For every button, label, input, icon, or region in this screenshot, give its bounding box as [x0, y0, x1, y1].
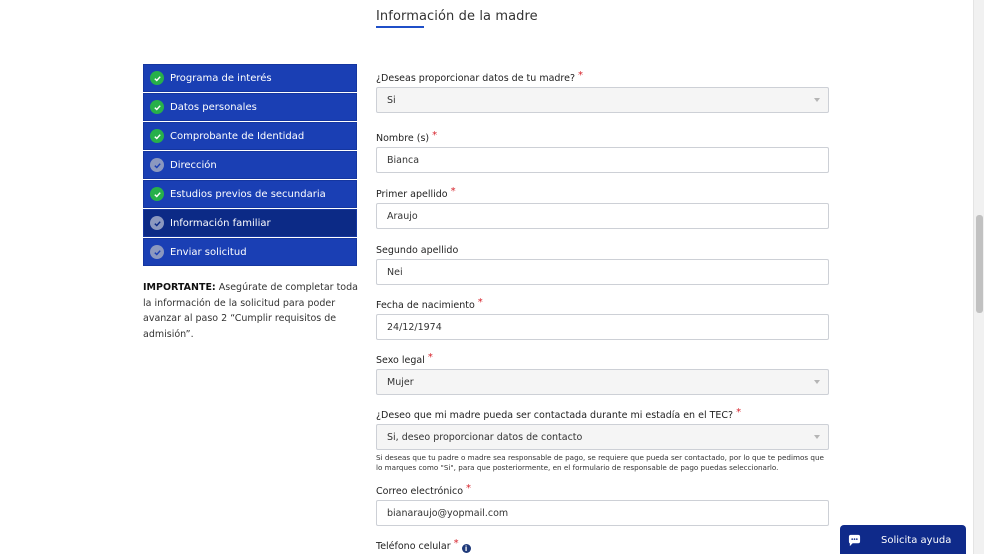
last-name1-input[interactable]: [376, 203, 829, 229]
step-label: Dirección: [170, 159, 217, 171]
important-label: IMPORTANTE:: [143, 282, 216, 293]
required-asterisk: *: [450, 186, 456, 197]
required-asterisk: *: [466, 483, 472, 494]
field-share-mother: [376, 70, 829, 113]
step-label: Enviar solicitud: [170, 246, 247, 258]
step-label: Datos personales: [170, 101, 257, 113]
step-informacion-familiar[interactable]: [143, 209, 357, 237]
check-circle-icon: [150, 71, 164, 85]
required-asterisk: *: [453, 538, 459, 549]
check-circle-pending-icon: [150, 245, 164, 259]
page-scrollbar[interactable]: [973, 0, 984, 554]
first-name-input[interactable]: [376, 147, 829, 173]
field-email: [376, 483, 829, 526]
required-asterisk: *: [477, 297, 483, 308]
birth-date-input[interactable]: [376, 314, 829, 340]
check-circle-pending-icon: [150, 158, 164, 172]
sex-select[interactable]: [376, 369, 829, 395]
chevron-down-icon: [814, 380, 820, 384]
step-programa-de-interes[interactable]: [143, 64, 357, 92]
email-value: bianaraujo@yopmail.com: [387, 507, 509, 519]
share-mother-label: ¿Deseas proporcionar datos de tu madre?: [376, 73, 576, 84]
step-direccion[interactable]: [143, 151, 357, 179]
contact-value: Si, deseo proporcionar datos de contacto: [387, 431, 583, 443]
step-label: Estudios previos de secundaria: [170, 188, 326, 200]
first-name-label: Nombre (s): [376, 133, 430, 144]
important-note: [143, 280, 359, 342]
check-circle-pending-icon: [150, 216, 164, 230]
check-circle-icon: [150, 100, 164, 114]
sex-label: Sexo legal: [376, 355, 425, 366]
contact-help-text: Si deseas que tu padre o madre sea responsable de pago, se requiere que pueda ser contactado, por lo que te pedimos que lo marques como "Si", para que posteriormente, en el formulario de responsable de pago puedas seleccionarlo.: [376, 453, 824, 472]
field-contact: [376, 407, 829, 473]
step-datos-personales[interactable]: [143, 93, 357, 121]
share-mother-value: Si: [387, 94, 396, 106]
field-last-name2: [376, 245, 829, 285]
last-name2-input[interactable]: [376, 259, 829, 285]
chat-icon: [848, 534, 861, 547]
last-name1-value: Araujo: [387, 210, 418, 222]
share-mother-select[interactable]: [376, 87, 829, 113]
step-comprobante-de-identidad[interactable]: [143, 122, 357, 150]
last-name1-label: Primer apellido: [376, 189, 448, 200]
scrollbar-thumb[interactable]: [976, 215, 983, 313]
help-button[interactable]: [840, 525, 966, 554]
field-first-name: [376, 130, 829, 173]
email-label: Correo electrónico: [376, 486, 464, 497]
step-label: Comprobante de Identidad: [170, 130, 305, 142]
last-name2-label: Segundo apellido: [376, 245, 459, 256]
step-estudios-previos[interactable]: [143, 180, 357, 208]
info-icon[interactable]: i: [462, 544, 471, 553]
email-input[interactable]: [376, 500, 829, 526]
required-asterisk: *: [432, 130, 438, 141]
field-sex: [376, 352, 829, 395]
check-circle-icon: [150, 187, 164, 201]
field-phone: [376, 538, 829, 554]
step-enviar-solicitud[interactable]: [143, 238, 357, 266]
phone-label: Teléfono celular: [376, 541, 451, 552]
chevron-down-icon: [814, 435, 820, 439]
first-name-value: Bianca: [387, 154, 420, 166]
contact-select[interactable]: [376, 424, 829, 450]
chevron-down-icon: [814, 98, 820, 102]
required-asterisk: *: [578, 70, 584, 81]
last-name2-value: Nei: [387, 266, 403, 278]
help-button-label: Solicita ayuda: [881, 534, 952, 546]
contact-label: ¿Deseo que mi madre pueda ser contactada durante mi estadía en el TEC?: [376, 410, 734, 421]
sex-value: Mujer: [387, 376, 414, 388]
field-birth-date: [376, 297, 829, 340]
check-circle-icon: [150, 129, 164, 143]
step-label: Información familiar: [170, 217, 271, 229]
birth-date-label: Fecha de nacimiento: [376, 300, 475, 311]
birth-date-value: 24/12/1974: [387, 321, 442, 333]
section-title-underline: [376, 26, 424, 28]
field-last-name1: [376, 186, 829, 229]
required-asterisk: *: [427, 352, 433, 363]
required-asterisk: *: [736, 407, 742, 418]
section-title: Información de la madre: [376, 9, 538, 24]
steps-sidebar: [143, 64, 357, 267]
step-label: Programa de interés: [170, 72, 272, 84]
important-text: Asegúrate de completar toda la información de la solicitud para poder avanzar al paso 2 “Cumplir requisitos de admisión”.: [143, 282, 358, 340]
